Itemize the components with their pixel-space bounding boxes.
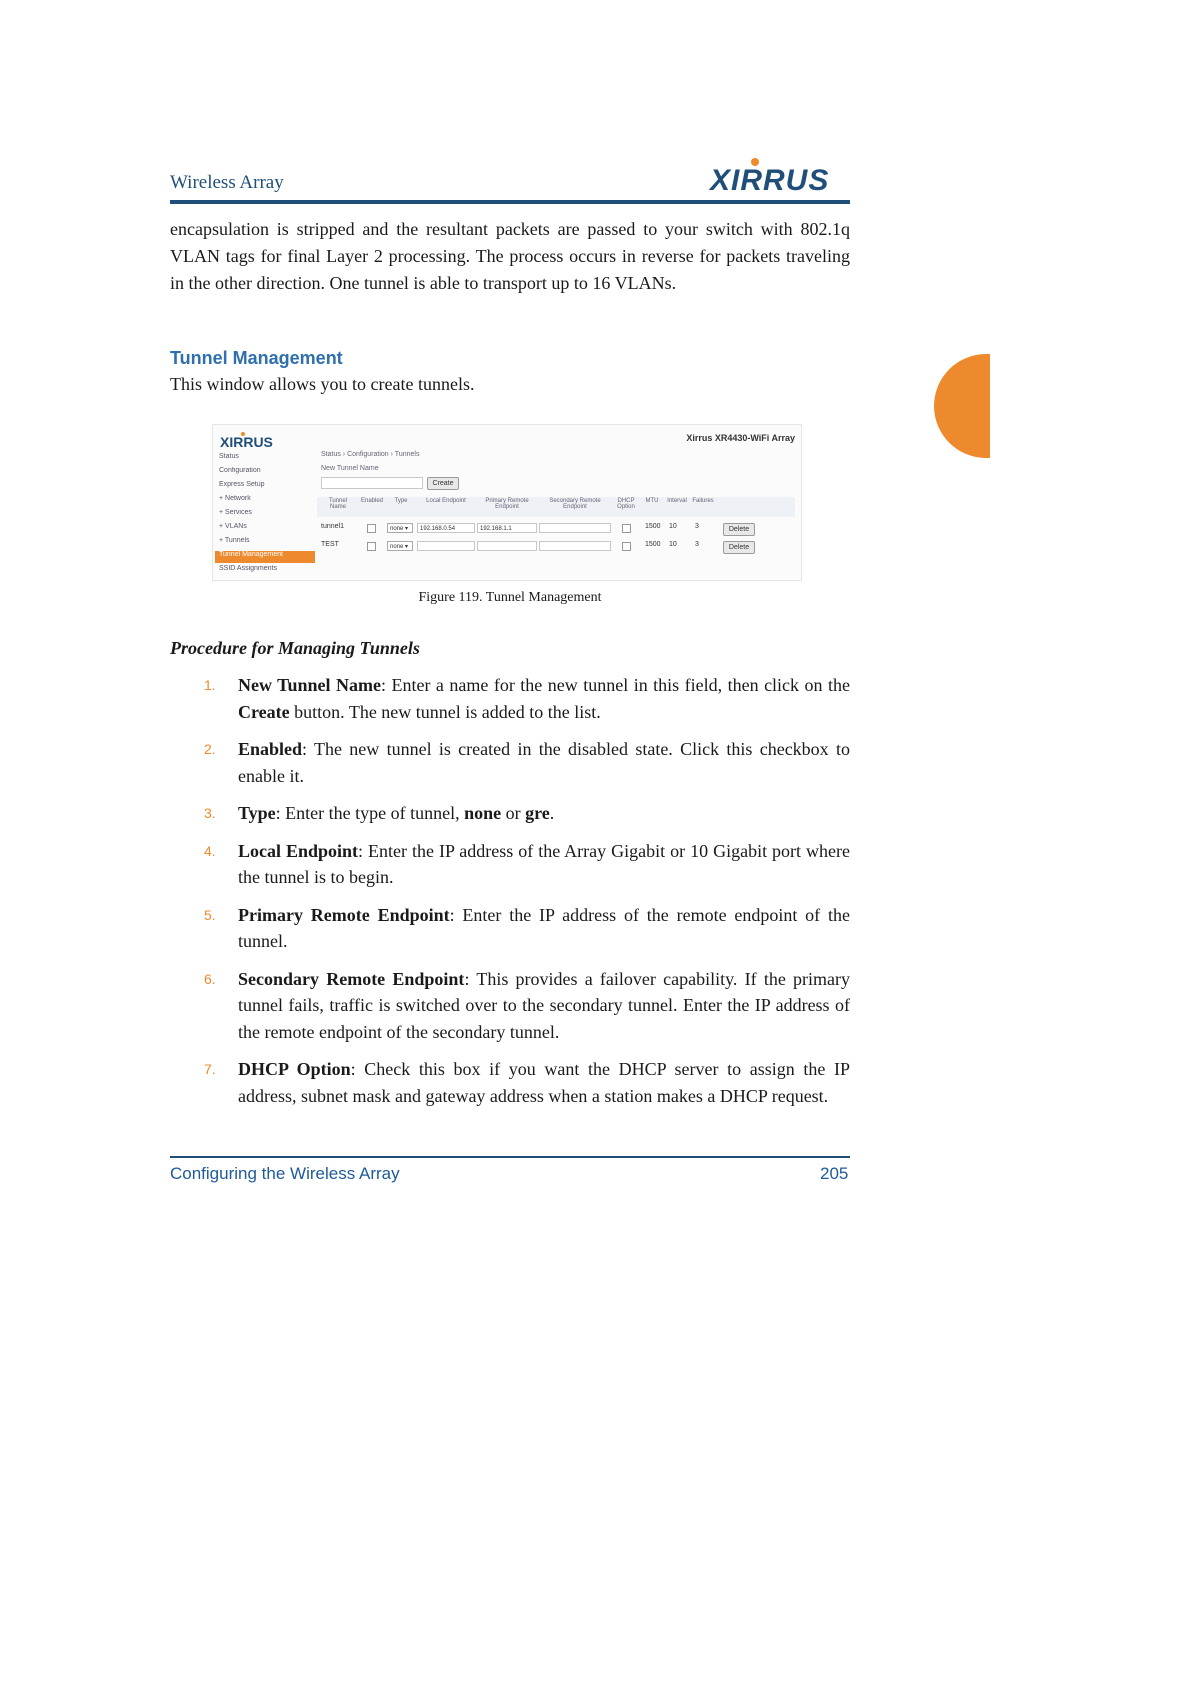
step-term: Enabled [238, 739, 303, 759]
local-endpoint-input[interactable]: 192.168.0.54 [417, 523, 475, 533]
step-term: Local Endpoint [238, 840, 359, 861]
procedure-step [170, 736, 850, 789]
interval-cell[interactable]: 10 [669, 541, 677, 548]
secondary-remote-input[interactable] [539, 541, 611, 551]
step-term: none [464, 803, 502, 823]
column-header: Primary Remote Endpoint [485, 498, 529, 510]
procedure-step [170, 672, 850, 725]
procedure-step [170, 966, 850, 1046]
procedure-steps [170, 672, 850, 1120]
footer-chapter-title: Configuring the Wireless Array [170, 1164, 400, 1183]
sidebar-item[interactable]: + VLANs [219, 523, 247, 530]
step-text: : Enter the IP address of the Array Gigabit or 10 Gigabit port where the tunnel is to begin. [238, 840, 851, 887]
failures-cell[interactable]: 3 [695, 541, 699, 548]
procedure-heading: Procedure for Managing Tunnels [170, 638, 420, 658]
new-tunnel-name-input[interactable] [321, 477, 423, 489]
intro-paragraph: encapsulation is stripped and the resultant packets are passed to your switch with 802.1q VLAN tags for final Layer 2 processing. The process occurs in reverse for packets traveling in the other direction. One tunnel is able to transport up to 16 VLANs. [170, 219, 850, 293]
type-select[interactable]: none ▾ [387, 523, 413, 533]
column-header: Type [394, 498, 408, 504]
step-number: 1. [204, 677, 216, 693]
sidebar-item[interactable]: Status [219, 453, 239, 460]
step-text: button. The new tunnel is added to the list. [289, 701, 601, 722]
primary-remote-input[interactable] [477, 541, 537, 551]
sidebar-item[interactable]: Express Setup [219, 481, 265, 488]
failures-cell[interactable]: 3 [695, 523, 699, 530]
sidebar-item[interactable]: + Tunnels [219, 537, 250, 544]
tunnel-name-cell: tunnel1 [321, 523, 344, 530]
running-header-title: Wireless Array [170, 172, 284, 193]
step-text: : This provides a failover capability. If the primary tunnel fails, traffic is switched over to the secondary tunnel. Enter the IP address of the remote endpoint of the secondary tunnel. [238, 968, 850, 1042]
step-term: New Tunnel Name [238, 675, 381, 695]
screenshot-xirrus-logo [219, 431, 289, 449]
create-button[interactable]: Create [427, 477, 459, 490]
step-term: gre [525, 803, 550, 823]
column-header: Failures [692, 498, 714, 504]
step-text: : The new tunnel is created in the disabled state. Click this checkbox to enable it. [238, 739, 850, 786]
step-text: . [549, 803, 555, 823]
sidebar-item[interactable]: + Services [219, 509, 252, 516]
step-number: 7. [204, 1061, 216, 1077]
column-header: Enabled [360, 498, 384, 504]
step-term: Secondary Remote Endpoint [238, 968, 465, 989]
step-number: 3. [204, 805, 216, 821]
step-term: DHCP Option [238, 1059, 351, 1079]
enabled-checkbox[interactable] [367, 542, 376, 551]
breadcrumb: Status › Configuration › Tunnels [321, 451, 420, 458]
section-heading: Tunnel Management [170, 348, 343, 368]
screenshot-main-panel [317, 451, 795, 575]
step-text: : Enter the type of tunnel, [275, 803, 465, 823]
column-header: Local Endpoint [426, 498, 466, 504]
step-text: or [501, 803, 526, 823]
column-header: Interval [667, 498, 687, 504]
footer-rule [170, 1156, 850, 1158]
chapter-thumb-tab [934, 354, 990, 458]
figure-caption: Figure 119. Tunnel Management [418, 590, 602, 605]
procedure-step [170, 902, 850, 955]
column-header: Secondary Remote Endpoint [549, 498, 601, 510]
device-name: Xirrus XR4430-WiFi Array [686, 433, 795, 443]
sidebar-item[interactable]: Tunnel Management [215, 551, 315, 563]
step-text: : Check this box if you want the DHCP server to assign the IP address, subnet mask and gateway address when a station makes a DHCP request. [238, 1059, 850, 1106]
step-term: Create [238, 701, 290, 722]
tunnel-management-screenshot [212, 424, 802, 581]
sidebar-item[interactable]: + Network [219, 495, 251, 502]
procedure-step [170, 838, 850, 891]
interval-cell[interactable]: 10 [669, 523, 677, 530]
step-term: Type [238, 803, 276, 823]
step-number: 4. [204, 842, 216, 859]
step-text: : Enter a name for the new tunnel in this field, then click on the [380, 675, 850, 695]
procedure-step [170, 800, 850, 827]
sidebar-item[interactable]: SSID Assignments [219, 565, 277, 572]
delete-button[interactable]: Delete [723, 541, 755, 554]
section-intro: This window allows you to create tunnels. [170, 374, 475, 394]
step-term: Primary Remote Endpoint [238, 904, 450, 925]
tunnel-name-cell: TEST [321, 541, 339, 548]
type-select[interactable]: none ▾ [387, 541, 413, 551]
new-tunnel-label: New Tunnel Name [321, 465, 379, 472]
step-text: : Enter the IP address of the remote endpoint of the tunnel. [238, 904, 850, 951]
column-header: MTU [645, 498, 659, 504]
page-number: 205 [820, 1164, 849, 1183]
svg-text:XIRRUS: XIRRUS [710, 164, 830, 196]
dhcp-option-checkbox[interactable] [622, 524, 631, 533]
step-number: 5. [204, 906, 216, 923]
sidebar-item[interactable]: Configuration [219, 467, 261, 474]
primary-remote-input[interactable]: 192.168.1.1 [477, 523, 537, 533]
secondary-remote-input[interactable] [539, 523, 611, 533]
step-number: 6. [204, 970, 216, 987]
column-header: DHCP Option [617, 498, 635, 510]
step-number: 2. [204, 741, 216, 757]
enabled-checkbox[interactable] [367, 524, 376, 533]
mtu-cell[interactable]: 1500 [645, 541, 661, 548]
dhcp-option-checkbox[interactable] [622, 542, 631, 551]
mtu-cell[interactable]: 1500 [645, 523, 661, 530]
local-endpoint-input[interactable] [417, 541, 475, 551]
svg-text:XIRRUS: XIRRUS [220, 434, 273, 449]
column-header: Tunnel Name [328, 498, 348, 510]
procedure-step [170, 1056, 850, 1109]
delete-button[interactable]: Delete [723, 523, 755, 536]
header-rule [170, 200, 850, 204]
xirrus-logo [708, 156, 848, 196]
